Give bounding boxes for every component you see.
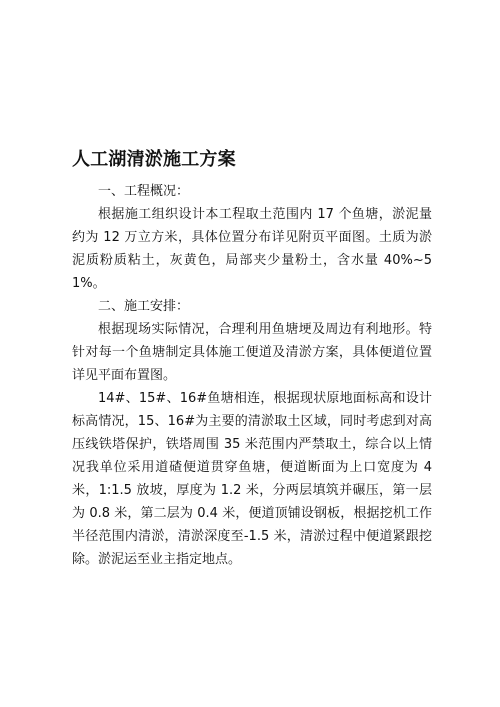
section-heading-overview: 一、工程概况：	[98, 184, 190, 199]
document-body	[72, 180, 432, 571]
document-title: 人工湖清淤施工方案	[72, 149, 236, 170]
paragraph-arrangement-1: 根据现场实际情况，合理利用鱼塘埂及周边有利地形。特针对每一个鱼塘制定具体施工便道及清淤方案，具体便道位置详见平面布置图。	[72, 322, 432, 383]
section-heading-arrangement: 二、施工安排：	[98, 299, 190, 314]
paragraph-arrangement-2: 14#、15#、16#鱼塘相连，根据现状原地面标高和设计标高情况，15、16#为主要的清淤取土区域，同时考虑到对高压线铁塔保护，铁塔周围 35 米范围内严禁取土，综合以上情况我单位采用道碴便道贯穿鱼塘，便道断面为上口宽度为 4 米，1:1.5 放坡，厚度为 1.2 米，分两层填筑并碾压，第一层为 0.8 米，第二层为 0.4 米，便道顶铺设钢板，根据挖机工作半径范围内清淤，清淤深度至-1.5 米，清淤过程中便道紧跟挖除。淤泥运至业主指定地点。	[72, 391, 432, 567]
paragraph-overview: 根据施工组织设计本工程取土范围内 17 个鱼塘，淤泥量约为 12 万立方米，具体位置分布详见附页平面图。土质为淤泥质粉质粘土，灰黄色，局部夹少量粉土，含水量 40%~51%。	[72, 207, 432, 291]
